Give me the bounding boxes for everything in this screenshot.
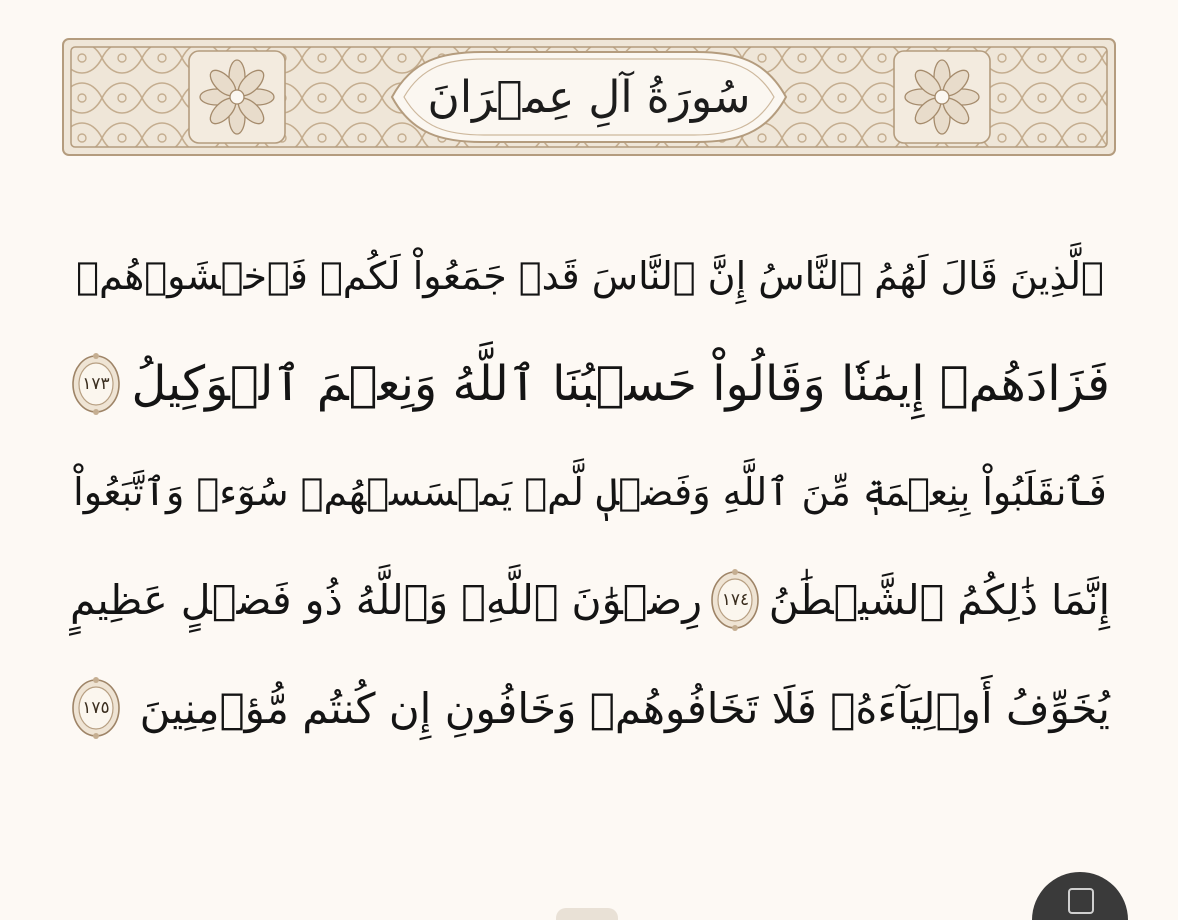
verse-text: فَزَادَهُمۡ إِيمَٰنٗا وَقَالُواْ حَسۡبُنَا ٱللَّهُ وَنِعۡمَ ٱلۡوَكِيلُ — [131, 356, 1110, 412]
verse-line — [70, 654, 1110, 762]
ayah-number: ١٧٥ — [82, 698, 110, 718]
floating-action-button[interactable] — [1032, 872, 1128, 920]
window-icon — [1068, 888, 1094, 914]
verse-line — [70, 330, 1110, 438]
ayah-number: ١٧٣ — [82, 374, 110, 394]
verse-text: إِنَّمَا ذَٰلِكُمُ ٱلشَّيۡطَٰنُ — [768, 576, 1110, 624]
verse-line — [70, 222, 1110, 330]
verse-text: ٱلَّذِينَ قَالَ لَهُمُ ٱلنَّاسُ إِنَّ ٱلنَّاسَ قَدۡ جَمَعُواْ لَكُمۡ فَٱخۡشَوۡهُمۡ — [76, 254, 1104, 298]
ayah-number-marker — [709, 568, 761, 632]
ayah-number-marker — [70, 676, 122, 740]
verse-block — [70, 222, 1110, 762]
verse-text: رِضۡوَٰنَ ٱللَّهِۗ وَٱللَّهُ ذُو فَضۡلٍ عَظِيمٍ — [70, 576, 703, 624]
surah-header-banner — [62, 38, 1116, 156]
verse-line — [70, 546, 1110, 654]
bottom-handle[interactable] — [556, 908, 618, 920]
surah-title: سُورَةُ آلِ عِمۡرَانَ — [427, 72, 751, 123]
ayah-number: ١٧٤ — [721, 590, 750, 610]
verse-text: فَٱنقَلَبُواْ بِنِعۡمَةٖ مِّنَ ٱللَّهِ وَفَضۡلٖ لَّمۡ يَمۡسَسۡهُمۡ سُوٓءٞ وَٱتَّبَعُواْ — [73, 470, 1107, 514]
ayah-number-marker — [70, 352, 122, 416]
verse-text: يُخَوِّفُ أَوۡلِيَآءَهُۥ فَلَا تَخَافُوهُمۡ وَخَافُونِ إِن كُنتُم مُّؤۡمِنِينَ — [139, 683, 1110, 733]
verse-line — [70, 438, 1110, 546]
